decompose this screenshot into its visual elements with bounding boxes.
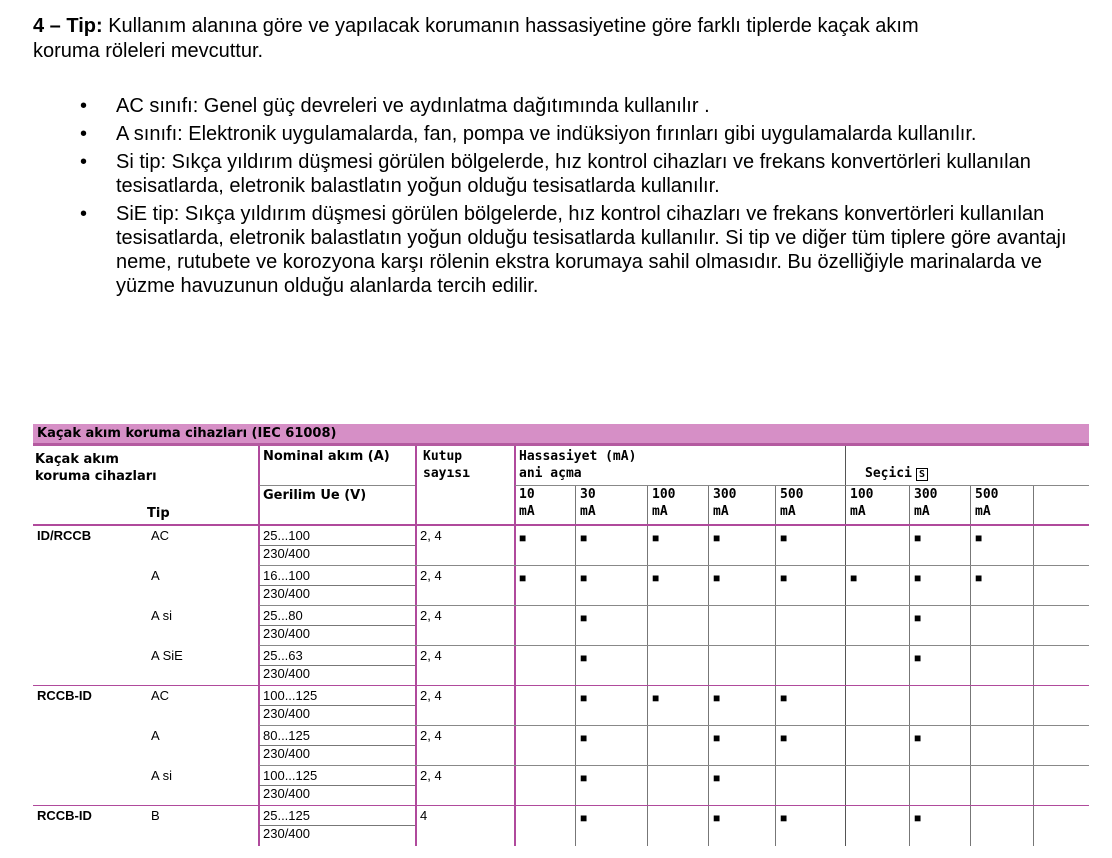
availability-mark: ■ — [914, 811, 922, 825]
column-unit-label: mA — [850, 504, 866, 519]
row-poles: 2, 4 — [420, 648, 442, 663]
row-poles: 2, 4 — [420, 688, 442, 703]
column-value-label: 300 — [713, 487, 737, 502]
column-unit-label: mA — [713, 504, 729, 519]
availability-mark: ■ — [580, 611, 588, 625]
availability-mark: ■ — [914, 611, 922, 625]
column-divider — [514, 446, 516, 846]
list-item: • A sınıfı: Elektronik uygulamalarda, fan, pompa ve indüksiyon fırınları gibi uygulamalarda kullanılır. — [80, 122, 1046, 146]
availability-mark: ■ — [519, 571, 527, 585]
row-rule — [259, 565, 1089, 566]
row-tip: AC — [151, 688, 170, 703]
row-voltage: 230/400 — [263, 666, 310, 681]
row-tip: A SiE — [151, 648, 183, 663]
column-value-label: 500 — [975, 487, 999, 502]
row-poles: 4 — [420, 808, 428, 823]
column-divider — [845, 446, 846, 846]
row-poles: 2, 4 — [420, 768, 442, 783]
row-current: 25...80 — [263, 608, 303, 623]
row-voltage: 230/400 — [263, 706, 310, 721]
availability-mark: ■ — [914, 731, 922, 745]
column-divider — [708, 485, 709, 846]
row-current: 16...100 — [263, 568, 310, 583]
type-list — [80, 94, 1100, 302]
rcd-table — [33, 424, 1089, 848]
row-rule — [259, 765, 1089, 766]
column-unit-label: mA — [975, 504, 991, 519]
header-voltage: Gerilim Ue (V) — [263, 488, 367, 503]
list-item: • AC sınıfı: Genel güç devreleri ve aydınlatma dağıtımında kullanılır . — [80, 94, 1100, 118]
column-value-label: 500 — [780, 487, 804, 502]
header-rule — [515, 485, 1089, 486]
column-divider — [1033, 485, 1034, 846]
list-item: • SiE tip: Sıkça yıldırım düşmesi görülen bölgelerde, hız kontrol cihazları ve frekans konvertörleri kullanılan tesisatlarda, eletronik balastlatın yoğun olduğu tesisatlarda kullanılır. Si tip ve diğer tüm tiplere göre avantajı neme, rutubete ve korozyona karşı rölenin ekstra korumaya sahil olmasıdır. Bu özelliğiyle marinalarda ve yüzme havuzunun olduğu alanlarda tercih edilir. — [80, 202, 1100, 298]
row-group-rule — [33, 685, 1089, 686]
column-value-label: 100 — [652, 487, 676, 502]
column-value-label: 10 — [519, 487, 535, 502]
row-rule — [259, 605, 1089, 606]
availability-mark: ■ — [914, 651, 922, 665]
header-selective: Seçici S — [865, 466, 928, 482]
column-divider — [970, 485, 971, 846]
availability-mark: ■ — [580, 651, 588, 665]
row-rule — [259, 725, 1089, 726]
availability-mark: ■ — [580, 571, 588, 585]
availability-mark: ■ — [580, 531, 588, 545]
row-voltage: 230/400 — [263, 786, 310, 801]
row-current: 100...125 — [263, 768, 318, 783]
row-tip: A si — [151, 608, 172, 623]
availability-mark: ■ — [580, 731, 588, 745]
row-tip: A — [151, 728, 160, 743]
row-current: 25...63 — [263, 648, 303, 663]
header-sensitivity-2: ani açma — [519, 466, 582, 481]
row-group: RCCB-ID — [37, 688, 92, 703]
availability-mark: ■ — [580, 691, 588, 705]
column-divider — [575, 485, 576, 846]
availability-mark: ■ — [850, 571, 858, 585]
column-divider — [647, 485, 648, 846]
availability-mark: ■ — [713, 811, 721, 825]
intro-paragraph — [33, 14, 1093, 64]
availability-mark: ■ — [780, 571, 788, 585]
row-poles: 2, 4 — [420, 608, 442, 623]
row-current: 80...125 — [263, 728, 310, 743]
column-divider — [415, 446, 417, 846]
row-voltage: 230/400 — [263, 546, 310, 561]
row-group: RCCB-ID — [37, 808, 92, 823]
column-unit-label: mA — [780, 504, 796, 519]
row-voltage: 230/400 — [263, 826, 310, 841]
column-unit-label: mA — [914, 504, 930, 519]
row-voltage: 230/400 — [263, 586, 310, 601]
header-rule — [33, 524, 1089, 526]
row-current: 100...125 — [263, 688, 318, 703]
column-unit-label: mA — [652, 504, 668, 519]
row-poles: 2, 4 — [420, 568, 442, 583]
row-tip: A — [151, 568, 160, 583]
column-unit-label: mA — [580, 504, 596, 519]
availability-mark: ■ — [652, 691, 660, 705]
selective-badge: S — [916, 468, 928, 481]
header-poles-2: sayısı — [423, 466, 470, 481]
availability-mark: ■ — [780, 811, 788, 825]
column-value-label: 300 — [914, 487, 938, 502]
row-tip: A si — [151, 768, 172, 783]
availability-mark: ■ — [652, 531, 660, 545]
row-voltage: 230/400 — [263, 626, 310, 641]
availability-mark: ■ — [975, 531, 983, 545]
availability-mark: ■ — [713, 691, 721, 705]
row-rule — [259, 645, 1089, 646]
row-poles: 2, 4 — [420, 528, 442, 543]
header-nominal: Nominal akım (A) — [263, 449, 390, 464]
column-value-label: 100 — [850, 487, 874, 502]
table-title-bar — [33, 424, 1089, 446]
row-poles: 2, 4 — [420, 728, 442, 743]
row-tip: B — [151, 808, 160, 823]
row-current: 25...125 — [263, 808, 310, 823]
row-group-rule — [33, 805, 1089, 806]
availability-mark: ■ — [780, 531, 788, 545]
header-device-2: koruma cihazları — [35, 469, 157, 484]
row-group: ID/RCCB — [37, 528, 92, 543]
availability-mark: ■ — [713, 571, 721, 585]
column-unit-label: mA — [519, 504, 535, 519]
availability-mark: ■ — [914, 531, 922, 545]
availability-mark: ■ — [713, 771, 721, 785]
row-voltage: 230/400 — [263, 746, 310, 761]
row-current: 25...100 — [263, 528, 310, 543]
row-tip: AC — [151, 528, 170, 543]
availability-mark: ■ — [914, 571, 922, 585]
availability-mark: ■ — [780, 691, 788, 705]
intro-text-2: koruma röleleri mevcuttur. — [33, 40, 264, 62]
availability-mark: ■ — [580, 771, 588, 785]
intro-text-1: Kullanım alanına göre ve yapılacak korumanın hassasiyetine göre farklı tiplerde kaçak akım — [102, 15, 919, 37]
column-divider — [775, 485, 776, 846]
availability-mark: ■ — [580, 811, 588, 825]
availability-mark: ■ — [652, 571, 660, 585]
availability-mark: ■ — [713, 531, 721, 545]
list-item: • Si tip: Sıkça yıldırım düşmesi görülen bölgelerde, hız kontrol cihazları ve frekans konvertörleri kullanılan tesisatlarda, eletronik balastlatın yoğun olduğu tesisatlarda kullanılır. — [80, 150, 1100, 198]
header-rule — [259, 485, 415, 486]
availability-mark: ■ — [975, 571, 983, 585]
column-divider — [258, 446, 260, 846]
availability-mark: ■ — [713, 731, 721, 745]
availability-mark: ■ — [780, 731, 788, 745]
header-device-1: Kaçak akım — [35, 452, 119, 467]
availability-mark: ■ — [519, 531, 527, 545]
column-divider — [909, 485, 910, 846]
column-value-label: 30 — [580, 487, 596, 502]
section-heading: 4 – Tip: — [33, 15, 103, 37]
header-tip: Tip — [147, 506, 170, 521]
table-title: Kaçak akım koruma cihazları (IEC 61008) — [37, 426, 337, 441]
header-poles-1: Kutup — [423, 449, 463, 464]
header-sensitivity-1: Hassasiyet (mA) — [519, 449, 637, 464]
